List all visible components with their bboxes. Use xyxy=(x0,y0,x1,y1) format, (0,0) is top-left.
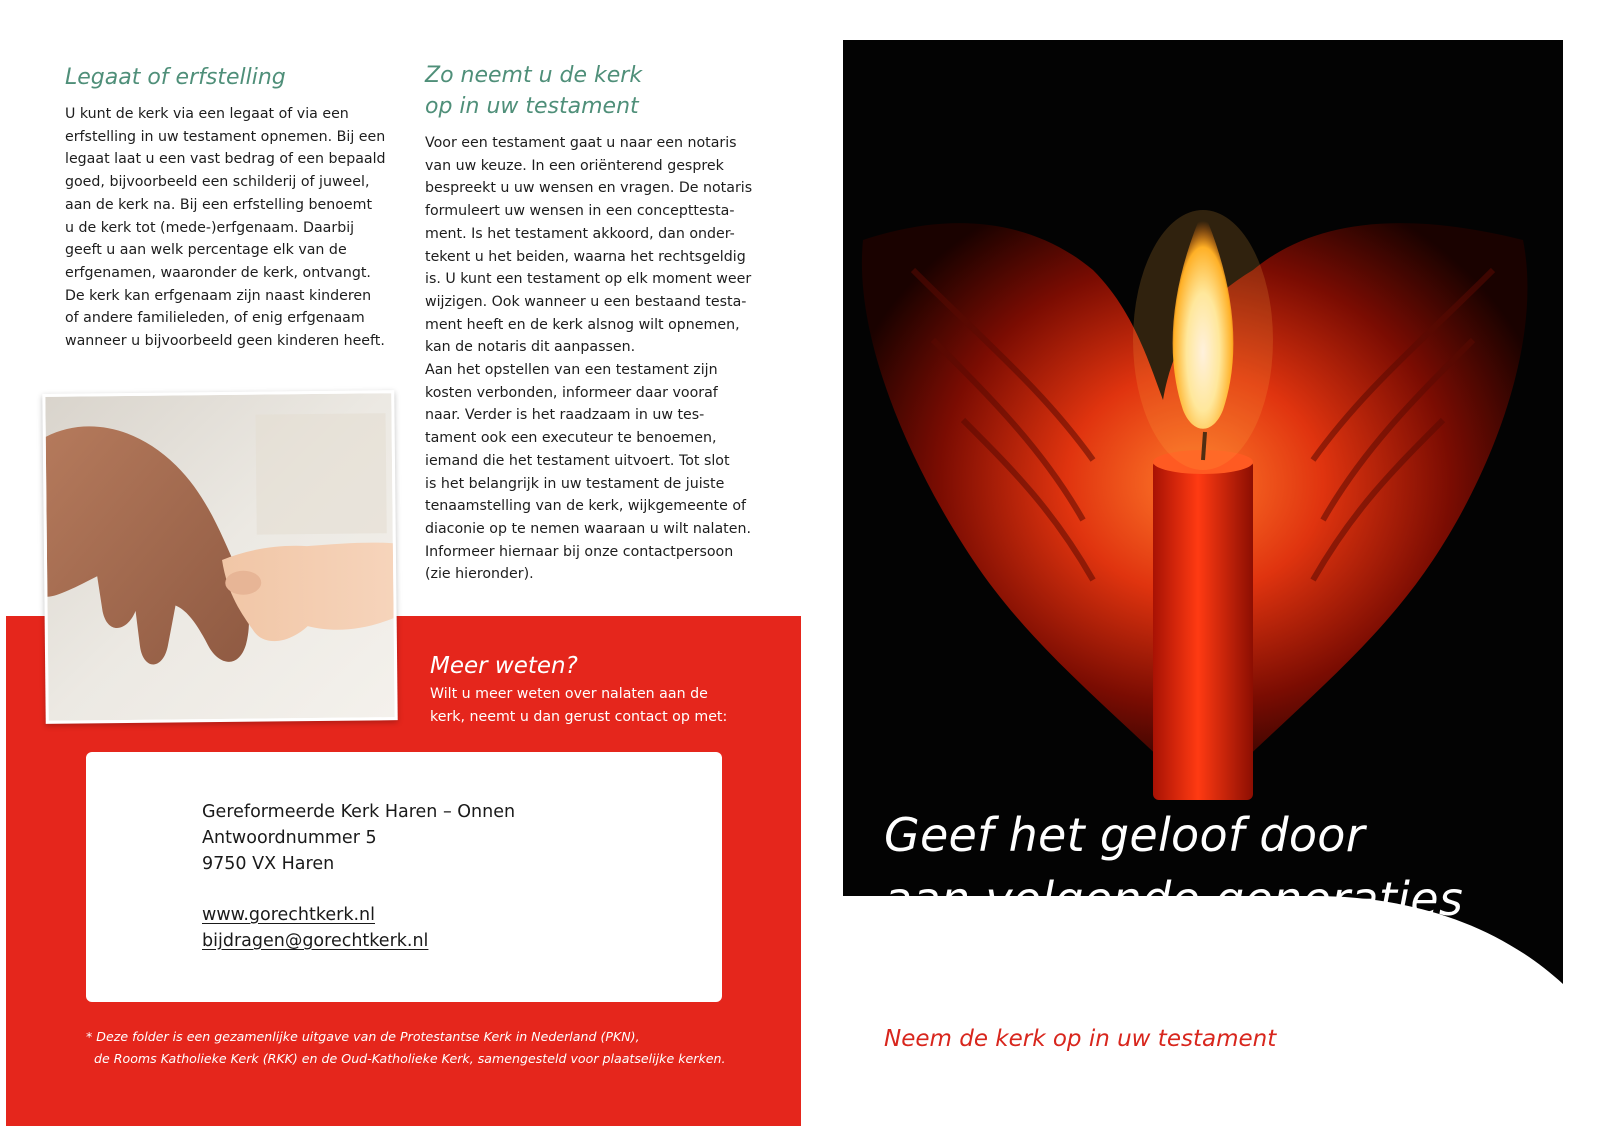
text-line: naar. Verder is het raadzaam in uw tes- xyxy=(425,407,705,424)
text-line: kan de notaris dit aanpassen. xyxy=(425,339,636,356)
meer-weten-section xyxy=(430,651,790,728)
text-line: goed, bijvoorbeeld een schilderij of juweel, xyxy=(65,174,370,191)
text-line: u de kerk tot (mede-)erfgenaam. Daarbij xyxy=(65,219,355,236)
website-link[interactable]: www.gorechtkerk.nl xyxy=(202,905,375,925)
cover-title-line: Geef het geloof door xyxy=(884,808,1365,862)
legaat-body xyxy=(65,103,395,353)
text-line: kosten verbonden, informeer daar vooraf xyxy=(425,384,718,401)
meer-weten-heading: Meer weten? xyxy=(430,653,578,679)
text-line: Wilt u meer weten over nalaten aan de xyxy=(430,686,708,702)
text-line: ment. Is het testament akkoord, dan onder- xyxy=(425,225,735,242)
text-line: Informeer hiernaar bij onze contactpersoon xyxy=(425,543,734,560)
text-line: tenaamstelling van de kerk, wijkgemeente of xyxy=(425,498,747,515)
text-line: ment heeft en de kerk alsnog wilt opnemen, xyxy=(425,316,740,333)
text-line: formuleert uw wensen in een concepttesta- xyxy=(425,203,735,220)
text-line: aan de kerk na. Bij een erfstelling benoemt xyxy=(65,196,373,213)
text-line: U kunt de kerk via een legaat of via een xyxy=(65,106,349,122)
text-line: diaconie op te nemen waaraan u wilt nalaten. xyxy=(425,520,751,537)
text-line: wijzigen. Ook wanneer u een bestaand testa- xyxy=(425,293,747,310)
text-line: erfstelling in uw testament opnemen. Bij een xyxy=(65,128,386,145)
testament-body xyxy=(425,132,755,586)
text-line: kerk, neemt u dan gerust contact op met: xyxy=(430,708,728,725)
cover-tagline: Neem de kerk op in uw testament xyxy=(884,1026,1277,1052)
text-line: tekent u het beiden, waarna het rechtsgeldig xyxy=(425,248,746,265)
text-line: geeft u aan welk percentage elk van de xyxy=(65,242,347,259)
candle xyxy=(1153,460,1253,800)
contact-details xyxy=(202,799,515,954)
text-line: Voor een testament gaat u naar een notaris xyxy=(425,135,737,151)
contact-address-line: Antwoordnummer 5 xyxy=(202,828,377,848)
text-line: van uw keuze. In een oriënterend gesprek xyxy=(425,157,724,174)
footnote xyxy=(86,1026,786,1070)
text-line: bespreekt u uw wensen en vragen. De notaris xyxy=(425,180,753,197)
footnote-line: * Deze folder is een gezamenlijke uitgave van de Protestantse Kerk in Nederland (PKN), xyxy=(86,1029,640,1044)
text-line: erfgenamen, waaronder de kerk, ontvangt. xyxy=(65,264,371,281)
heading-line: op in uw testament xyxy=(425,94,639,119)
cover-title xyxy=(884,803,1463,931)
column-testament xyxy=(425,60,755,586)
meer-weten-text xyxy=(430,683,790,728)
text-line: is het belangrijk in uw testament de juiste xyxy=(425,475,725,492)
footnote-line: de Rooms Katholieke Kerk (RKK) en de Oud-Katholieke Kerk, samengesteld voor plaatselijke kerken. xyxy=(94,1051,726,1066)
contact-name: Gereformeerde Kerk Haren – Onnen xyxy=(202,802,516,822)
text-line: is. U kunt een testament op elk moment weer xyxy=(425,271,752,288)
hands-illustration xyxy=(45,393,394,721)
column-legaat xyxy=(65,60,395,353)
text-line: iemand die het testament uitvoert. Tot slot xyxy=(425,452,730,469)
heading-line: Zo neemt u de kerk xyxy=(425,63,643,88)
text-line: wanneer u bijvoorbeeld geen kinderen heeft. xyxy=(65,333,385,350)
text-line: (zie hieronder). xyxy=(425,566,534,583)
cover-title-line: aan volgende generaties xyxy=(884,872,1464,926)
text-line: Aan het opstellen van een testament zijn xyxy=(425,362,718,379)
text-line: legaat laat u een vast bedrag of een bepaald xyxy=(65,151,386,168)
email-link[interactable]: bijdragen@gorechtkerk.nl xyxy=(202,931,429,951)
heading-legaat: Legaat of erfstelling xyxy=(65,65,286,90)
hands-photo xyxy=(42,390,397,724)
text-line: of andere familieleden, of enig erfgenaam xyxy=(65,310,365,327)
text-line: De kerk kan erfgenaam zijn naast kinderen xyxy=(65,287,372,304)
text-line: tament ook een executeur te benoemen, xyxy=(425,430,717,447)
contact-postcode: 9750 VX Haren xyxy=(202,854,335,874)
heading-testament xyxy=(425,60,755,122)
